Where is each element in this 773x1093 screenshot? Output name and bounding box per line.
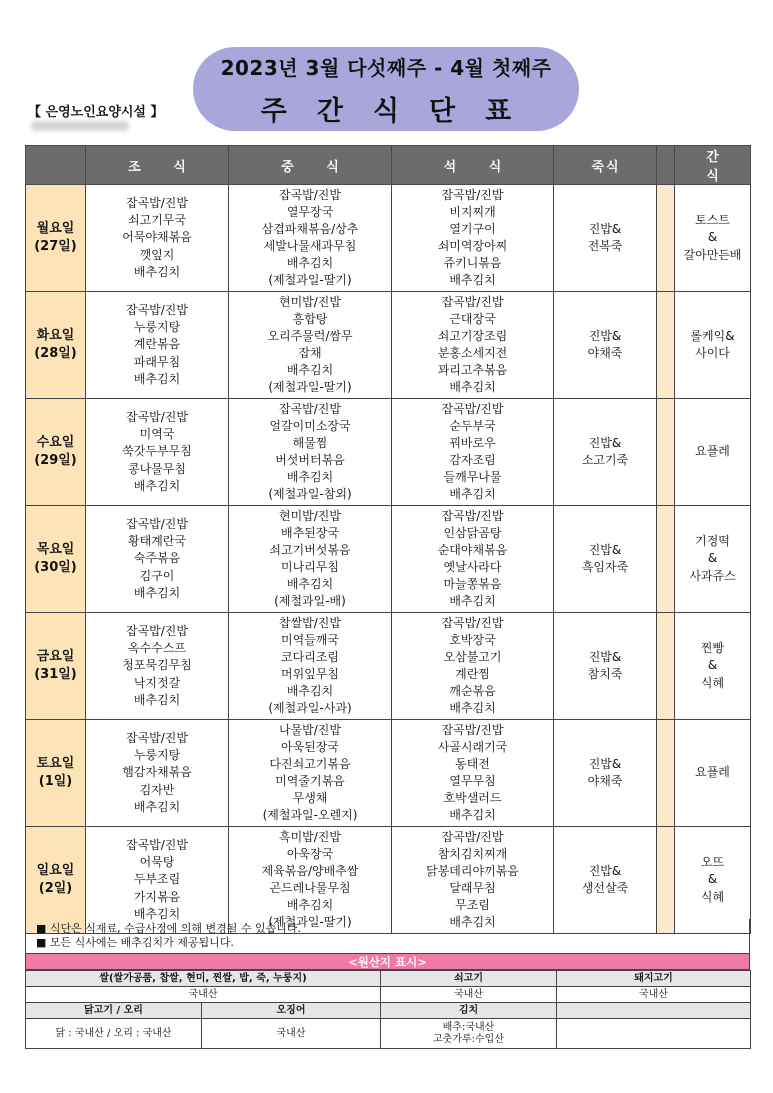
- menu-period: 2023년 3월 다섯째주 - 4월 첫째주: [220, 56, 552, 80]
- origin-value-squid: 국내산: [202, 1019, 381, 1049]
- menu-item: 찐빵: [700, 641, 725, 656]
- redacted-text: [31, 121, 129, 131]
- day-name: 토요일: [36, 756, 75, 771]
- menu-item: 코다리조림: [281, 649, 339, 664]
- spacer-cell: [657, 506, 675, 613]
- breakfast-cell: [86, 613, 229, 720]
- origin-kimchi-cabbage: 배추:국내산: [442, 1021, 495, 1033]
- origin-value-kimchi: [381, 1019, 557, 1049]
- origin-value-pork: 국내산: [557, 987, 751, 1003]
- porridge-cell: [554, 292, 657, 399]
- menu-item: 식혜: [700, 675, 725, 690]
- menu-item: 버섯버터볶음: [275, 453, 345, 467]
- lunch-cell: [229, 185, 392, 292]
- menu-item: 닭봉데리야끼볶음: [426, 863, 519, 878]
- menu-item: 배추김치: [286, 470, 334, 485]
- breakfast-cell: [86, 720, 229, 827]
- day-date: (29일): [34, 453, 77, 468]
- header-spacer: [657, 146, 675, 185]
- menu-item: 제육볶음/양배추쌈: [261, 863, 359, 878]
- menu-item: 계란볶음: [133, 337, 181, 352]
- header-dinner: 석 식: [392, 146, 554, 185]
- menu-day-row: [26, 399, 751, 506]
- menu-item: &: [707, 658, 718, 673]
- menu-item: 배추김치: [449, 487, 496, 502]
- day-label-cell: [26, 720, 86, 827]
- menu-item: 김구이: [139, 568, 175, 583]
- day-date: (2일): [38, 881, 73, 896]
- menu-item: 배추김치: [286, 363, 334, 378]
- menu-item: 요플레: [695, 444, 730, 459]
- origin-value-empty: [557, 1019, 751, 1049]
- menu-item: 쑥갓두부무침: [122, 444, 192, 459]
- menu-item: 분홍소세지전: [437, 346, 508, 360]
- day-name: 금요일: [36, 649, 75, 664]
- dinner-cell: [392, 506, 554, 613]
- day-date: (27일): [34, 239, 77, 254]
- porridge-cell: [554, 399, 657, 506]
- menu-item: 열무무침: [449, 774, 496, 788]
- snack-cell: [675, 292, 751, 399]
- menu-item: 깻잎지: [139, 247, 175, 262]
- menu-item: 배추김치: [133, 585, 181, 600]
- menu-item: 쇠고기버섯볶음: [269, 542, 351, 557]
- menu-item: 미역줄기볶음: [275, 774, 345, 788]
- menu-item: 현미밥/진밥: [278, 294, 341, 309]
- menu-item: 호박장국: [449, 632, 496, 647]
- menu-item: 잡곡밥/진밥: [441, 829, 504, 844]
- day-name: 수요일: [36, 435, 75, 450]
- menu-item: (제철과일-딸기): [268, 915, 352, 930]
- menu-item: 배추김치: [286, 684, 334, 699]
- menu-item: 배추된장국: [281, 525, 339, 540]
- menu-item: 배추김치: [286, 898, 334, 913]
- menu-item: 잡곡밥/진밥: [441, 722, 504, 737]
- origin-header-pork: 돼지고기: [557, 971, 751, 987]
- menu-item: 잡곡밥/진밥: [441, 508, 504, 523]
- header-breakfast: 조 식: [86, 146, 229, 185]
- menu-item: 아욱된장국: [281, 739, 339, 754]
- menu-item: 곤드레나물무침: [269, 881, 351, 895]
- menu-item: 배추김치: [449, 701, 496, 716]
- menu-day-row: [26, 613, 751, 720]
- menu-item: 나물밥/진밥: [278, 722, 341, 737]
- menu-item: 잡곡밥/진밥: [441, 294, 504, 309]
- menu-item: 감자조림: [449, 453, 496, 467]
- menu-item: 배추김치: [286, 256, 334, 271]
- menu-item: (제철과일-딸기): [268, 380, 352, 395]
- menu-item: 잡곡밥/진밥: [125, 410, 188, 425]
- page-title: 주간식단표: [260, 96, 542, 127]
- menu-item: 흑임자죽: [581, 560, 629, 574]
- menu-item: 해물찜: [292, 435, 328, 450]
- lunch-cell: [229, 292, 392, 399]
- menu-item: &: [707, 230, 718, 245]
- menu-item: 어묵야채볶음: [122, 230, 192, 245]
- menu-item: 배추김치: [133, 264, 181, 279]
- menu-item: 배추김치: [449, 915, 496, 930]
- origin-header-rice: 쌀(쌀가공품, 찹쌀, 현미, 찐쌀, 밥, 죽, 누룽지): [26, 971, 381, 987]
- day-label-cell: [26, 613, 86, 720]
- menu-item: 깨순볶음: [449, 684, 496, 699]
- menu-item: 야채죽: [587, 346, 623, 360]
- origin-value-rice: 국내산: [26, 987, 381, 1003]
- menu-item: 인삼닭곰탕: [443, 525, 502, 540]
- menu-item: 마늘쫑볶음: [443, 577, 502, 592]
- origin-table: [25, 970, 751, 1049]
- menu-item: 열무장국: [286, 204, 334, 219]
- origin-title: <원산지 표시>: [25, 953, 750, 970]
- menu-item: 진밥&: [588, 435, 622, 450]
- day-label-cell: [26, 185, 86, 292]
- menu-item: 기정떡: [695, 534, 730, 549]
- day-label-cell: [26, 827, 86, 934]
- snack-cell: [675, 185, 751, 292]
- menu-item: 사이다: [695, 346, 730, 360]
- menu-item: 찹쌀밥/진밥: [278, 615, 341, 630]
- menu-item: 순대야채볶음: [437, 542, 508, 557]
- day-label-cell: [26, 399, 86, 506]
- day-label-cell: [26, 292, 86, 399]
- menu-item: 배추김치: [133, 371, 181, 386]
- day-date: (1일): [38, 774, 73, 789]
- facility-name: 【 은영노인요양시설 】: [28, 105, 164, 120]
- menu-item: 잡곡밥/진밥: [125, 731, 188, 746]
- menu-item: 콩나물무침: [128, 461, 186, 476]
- spacer-cell: [657, 720, 675, 827]
- menu-item: 흑미밥/진밥: [278, 829, 341, 844]
- porridge-cell: [554, 185, 657, 292]
- menu-item: 오리주물럭/쌈무: [267, 328, 353, 343]
- title-banner: [193, 47, 579, 131]
- menu-item: 잡곡밥/진밥: [441, 187, 504, 202]
- menu-item: 아욱장국: [286, 846, 334, 861]
- menu-item: 호박샐러드: [443, 791, 502, 806]
- menu-item: 무생채: [292, 791, 328, 806]
- day-name: 화요일: [36, 328, 75, 343]
- lunch-cell: [229, 827, 392, 934]
- menu-item: 열기구이: [449, 221, 496, 236]
- menu-item: 잡곡밥/진밥: [125, 838, 188, 853]
- menu-item: 식혜: [700, 889, 725, 904]
- note-line: ■ 식단은 식재료, 수급사정에 의해 변경될 수 있습니다.: [36, 922, 302, 935]
- menu-item: 진밥&: [588, 649, 622, 664]
- menu-item: 머위잎무침: [281, 667, 339, 681]
- day-name: 목요일: [36, 542, 75, 557]
- menu-item: 낙지젓갈: [133, 675, 181, 690]
- menu-item: 무조림: [455, 898, 490, 913]
- lunch-cell: [229, 399, 392, 506]
- origin-value-beef: 국내산: [381, 987, 557, 1003]
- origin-header-kimchi: 김치: [381, 1003, 557, 1019]
- menu-item: 배추김치: [449, 808, 496, 823]
- menu-item: 미역들깨국: [281, 632, 339, 647]
- corner-header: [26, 146, 86, 185]
- day-name: 월요일: [36, 221, 75, 236]
- menu-item: (제철과일-사과): [268, 701, 352, 716]
- menu-item: 들깨무나물: [443, 470, 502, 485]
- menu-item: 요플레: [695, 765, 730, 780]
- menu-day-row: [26, 720, 751, 827]
- snack-cell: [675, 720, 751, 827]
- origin-header-empty: [557, 1003, 751, 1019]
- menu-day-row: [26, 506, 751, 613]
- menu-item: 근대장국: [449, 311, 496, 326]
- spacer-cell: [657, 292, 675, 399]
- menu-item: 생선살죽: [581, 881, 629, 895]
- menu-item: 사골시래기국: [437, 739, 508, 754]
- snack-cell: [675, 613, 751, 720]
- day-label-cell: [26, 506, 86, 613]
- day-name: 일요일: [36, 863, 75, 878]
- day-date: (28일): [34, 346, 77, 361]
- menu-item: (제철과일-딸기): [268, 273, 352, 288]
- menu-item: 순두부국: [449, 418, 496, 433]
- day-date: (31일): [34, 667, 77, 682]
- menu-item: 잡곡밥/진밥: [125, 517, 188, 532]
- menu-item: 현미밥/진밥: [278, 508, 341, 523]
- menu-item: 계란찜: [455, 667, 490, 681]
- day-date: (30일): [34, 560, 77, 575]
- menu-item: 비지찌개: [449, 204, 496, 219]
- menu-item: 김자반: [139, 782, 175, 797]
- menu-item: 미역국: [139, 427, 175, 442]
- menu-item: 롤케익&: [690, 328, 735, 343]
- menu-item: 진밥&: [588, 542, 622, 557]
- menu-item: 미나리무침: [281, 560, 339, 574]
- spacer-cell: [657, 399, 675, 506]
- menu-item: 진밥&: [588, 328, 622, 343]
- header-snack: 간 식: [675, 146, 751, 185]
- porridge-cell: [554, 506, 657, 613]
- dinner-cell: [392, 399, 554, 506]
- header-lunch: 중 식: [229, 146, 392, 185]
- menu-item: 잡곡밥/진밥: [441, 401, 504, 416]
- menu-item: 토스트: [695, 213, 730, 228]
- dinner-cell: [392, 185, 554, 292]
- breakfast-cell: [86, 506, 229, 613]
- menu-item: 쇠고기장조림: [437, 328, 508, 343]
- menu-item: 쥬키니볶음: [443, 256, 502, 271]
- dinner-cell: [392, 613, 554, 720]
- menu-item: (제철과일-오렌지): [262, 808, 358, 823]
- menu-item: 진밥&: [588, 221, 622, 236]
- notes-box: [25, 919, 750, 953]
- menu-item: 배추김치: [133, 799, 181, 814]
- menu-item: 누룽지탕: [133, 748, 181, 763]
- menu-item: 오뜨: [700, 855, 725, 870]
- origin-value-chicken-duck: 닭 : 국내산 / 오리 : 국내산: [26, 1019, 202, 1049]
- menu-item: 잡채: [298, 346, 322, 360]
- menu-item: 청포묵김무침: [122, 658, 192, 673]
- menu-item: 전복죽: [587, 239, 623, 253]
- menu-item: 동태전: [455, 756, 490, 771]
- menu-item: 옥수수스프: [128, 641, 186, 656]
- menu-item: 꿔바로우: [449, 435, 496, 450]
- origin-kimchi-pepper: 고춧가루:수입산: [433, 1033, 505, 1045]
- menu-item: 파래무침: [133, 354, 181, 369]
- menu-day-row: [26, 827, 751, 934]
- menu-item: 누룽지탕: [133, 320, 181, 335]
- menu-item: 얼갈이미소장국: [269, 418, 351, 433]
- menu-item: 옛날사라다: [443, 560, 502, 574]
- menu-item: 잡곡밥/진밥: [125, 196, 188, 211]
- menu-day-row: [26, 292, 751, 399]
- breakfast-cell: [86, 827, 229, 934]
- origin-header-beef: 쇠고기: [381, 971, 557, 987]
- dinner-cell: [392, 292, 554, 399]
- spacer-cell: [657, 613, 675, 720]
- spacer-cell: [657, 827, 675, 934]
- menu-item: &: [707, 872, 718, 887]
- porridge-cell: [554, 613, 657, 720]
- column-header-row: [26, 146, 751, 185]
- menu-item: 어묵탕: [139, 855, 175, 870]
- weekly-menu-table: [25, 145, 751, 934]
- menu-item: 세발나물새과무침: [263, 239, 357, 253]
- menu-item: 배추김치: [133, 692, 181, 707]
- porridge-cell: [554, 720, 657, 827]
- menu-item: 참치죽: [587, 667, 623, 681]
- menu-item: 진밥&: [588, 863, 622, 878]
- breakfast-cell: [86, 399, 229, 506]
- menu-item: 잡곡밥/진밥: [125, 624, 188, 639]
- porridge-cell: [554, 827, 657, 934]
- menu-item: &: [707, 551, 718, 566]
- menu-item: 야채죽: [587, 774, 623, 788]
- breakfast-cell: [86, 292, 229, 399]
- menu-item: 배추김치: [133, 478, 181, 493]
- snack-cell: [675, 399, 751, 506]
- menu-item: 잡곡밥/진밥: [278, 401, 341, 416]
- menu-item: 사과쥬스: [689, 568, 736, 583]
- menu-item: 가지볶음: [133, 889, 181, 904]
- header-porridge: 죽식: [554, 146, 657, 185]
- menu-item: (제철과일-배): [274, 594, 346, 609]
- menu-item: 잡곡밥/진밥: [125, 303, 188, 318]
- menu-item: 배추김치: [133, 906, 181, 921]
- lunch-cell: [229, 720, 392, 827]
- menu-item: 흥합탕: [292, 311, 328, 326]
- lunch-cell: [229, 613, 392, 720]
- menu-item: 소고기죽: [581, 453, 629, 467]
- menu-item: 두부조림: [133, 872, 181, 887]
- menu-item: 햄감자채볶음: [122, 765, 192, 780]
- menu-item: 배추김치: [449, 594, 496, 609]
- menu-item: 삼겹파채볶음/상추: [261, 221, 359, 236]
- menu-item: 달래무침: [449, 881, 496, 895]
- menu-item: 다진쇠고기볶음: [269, 756, 351, 771]
- menu-item: 배추김치: [286, 577, 334, 592]
- menu-item: 황태계란국: [128, 534, 186, 549]
- note-line: ■ 모든 식사에는 배추김치가 제공됩니다.: [36, 936, 234, 949]
- menu-item: 숙주볶음: [133, 551, 181, 566]
- menu-item: 쇠고기무국: [128, 213, 186, 228]
- snack-cell: [675, 827, 751, 934]
- menu-item: 진밥&: [588, 756, 622, 771]
- menu-item: 꽈리고추볶음: [437, 363, 508, 378]
- breakfast-cell: [86, 185, 229, 292]
- origin-header-chicken-duck: 닭고기 / 오리: [26, 1003, 202, 1019]
- menu-day-row: [26, 185, 751, 292]
- dinner-cell: [392, 720, 554, 827]
- lunch-cell: [229, 506, 392, 613]
- menu-item: 참치김치찌개: [437, 846, 508, 861]
- menu-item: 쇠미역장아찌: [437, 239, 508, 253]
- menu-item: 갈아만든배: [683, 247, 742, 262]
- menu-item: 배추김치: [449, 273, 496, 288]
- dinner-cell: [392, 827, 554, 934]
- menu-item: 잡곡밥/진밥: [441, 615, 504, 630]
- origin-header-squid: 오징어: [202, 1003, 381, 1019]
- spacer-cell: [657, 185, 675, 292]
- menu-item: 잡곡밥/진밥: [278, 187, 341, 202]
- menu-item: (제철과일-참외): [268, 487, 352, 502]
- snack-cell: [675, 506, 751, 613]
- menu-item: 오삼불고기: [443, 649, 502, 664]
- menu-item: 배추김치: [449, 380, 496, 395]
